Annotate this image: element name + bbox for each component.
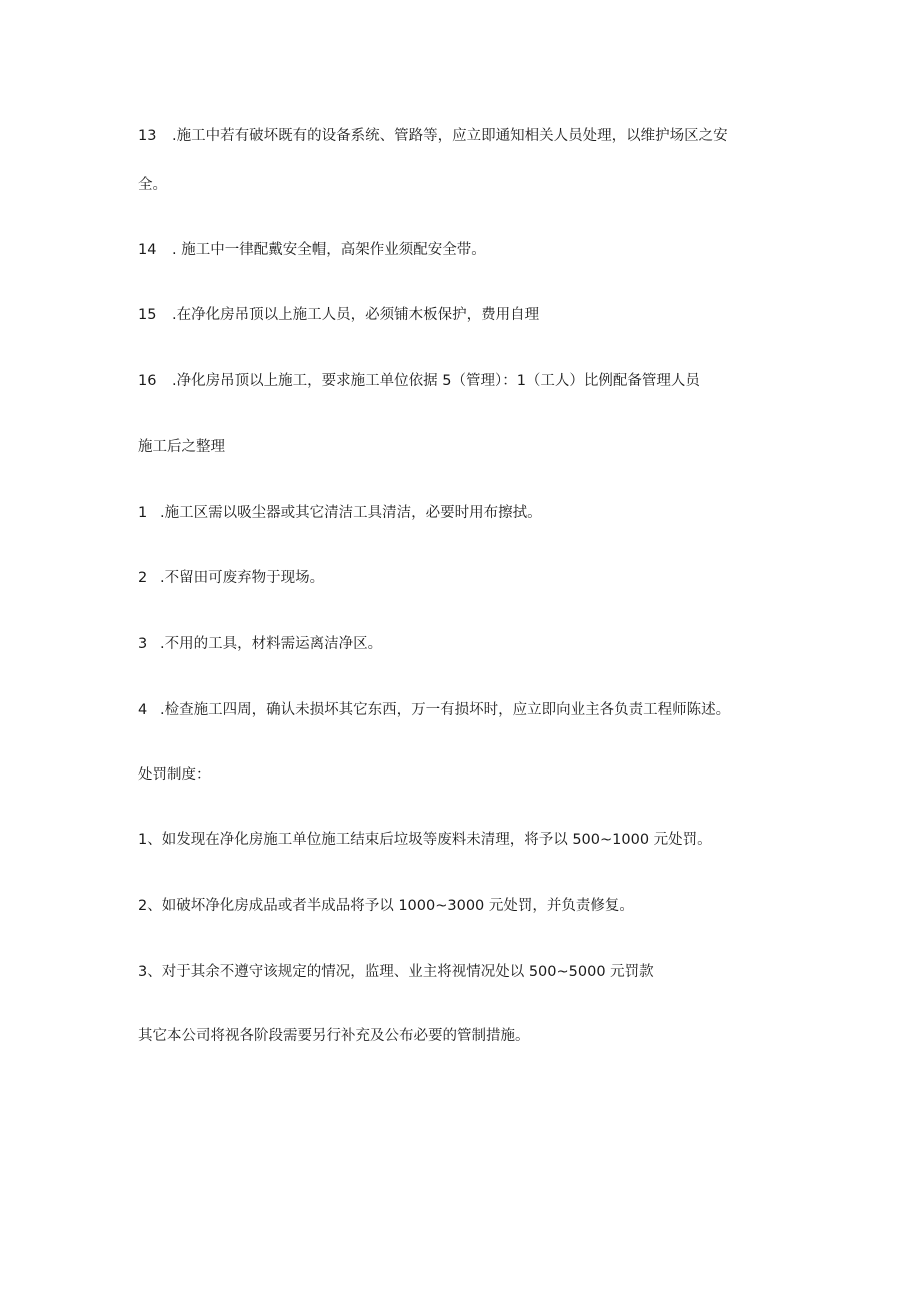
item-number: 15 <box>138 307 157 323</box>
rule-item-13 <box>138 126 770 146</box>
item-number: 1 <box>138 505 148 521</box>
item-number: 4 <box>138 702 148 718</box>
rule-item-13-continuation: 全。 <box>138 177 167 193</box>
cleanup-item-1 <box>138 503 770 523</box>
item-text: . 施工中一律配戴安全帽，高架作业须配安全带。 <box>172 242 486 258</box>
item-text: .检查施工四周，确认未损坏其它东西，万一有损坏时，应立即向业主各负责工程师陈述。 <box>160 702 731 718</box>
item-number: 16 <box>138 373 157 389</box>
item-number: 14 <box>138 242 157 258</box>
penalty-item-2: 2、如破坏净化房成品或者半成品将予以 1000~3000 元处罚，并负责修复。 <box>138 898 634 914</box>
closing-statement: 其它本公司将视各阶段需要另行补充及公布必要的管制措施。 <box>138 1028 530 1044</box>
item-number: 2 <box>138 570 148 586</box>
penalty-item-1: 1、如发现在净化房施工单位施工结束后垃圾等废料未清理，将予以 500~1000 元处罚。 <box>138 832 712 848</box>
penalty-item-3: 3、对于其余不遵守该规定的情况，监理、业主将视情况处以 500~5000 元罚款 <box>138 964 654 980</box>
section-heading-penalty: 处罚制度： <box>138 767 211 783</box>
item-text: .净化房吊顶以上施工，要求施工单位依据 5（管理）：1（工人）比例配备管理人员 <box>172 373 700 389</box>
item-number: 13 <box>138 128 157 144</box>
item-text: .不用的工具，材料需运离洁净区。 <box>160 636 383 652</box>
item-text: .施工中若有破坏既有的设备系统、管路等，应立即通知相关人员处理，以维护场区之安 <box>172 128 728 144</box>
cleanup-item-2 <box>138 568 770 588</box>
item-text: .在净化房吊顶以上施工人员，必须铺木板保护，费用自理 <box>172 307 540 323</box>
item-text: .施工区需以吸尘器或其它清洁工具清洁，必要时用布擦拭。 <box>160 505 542 521</box>
cleanup-item-3 <box>138 634 770 654</box>
cleanup-item-4 <box>138 700 770 720</box>
section-heading-cleanup: 施工后之整理 <box>138 439 225 455</box>
item-number: 3 <box>138 636 148 652</box>
item-text: .不留田可废弃物于现场。 <box>160 570 325 586</box>
rule-item-16 <box>138 371 770 391</box>
rule-item-14 <box>138 240 770 260</box>
rule-item-15 <box>138 305 770 325</box>
